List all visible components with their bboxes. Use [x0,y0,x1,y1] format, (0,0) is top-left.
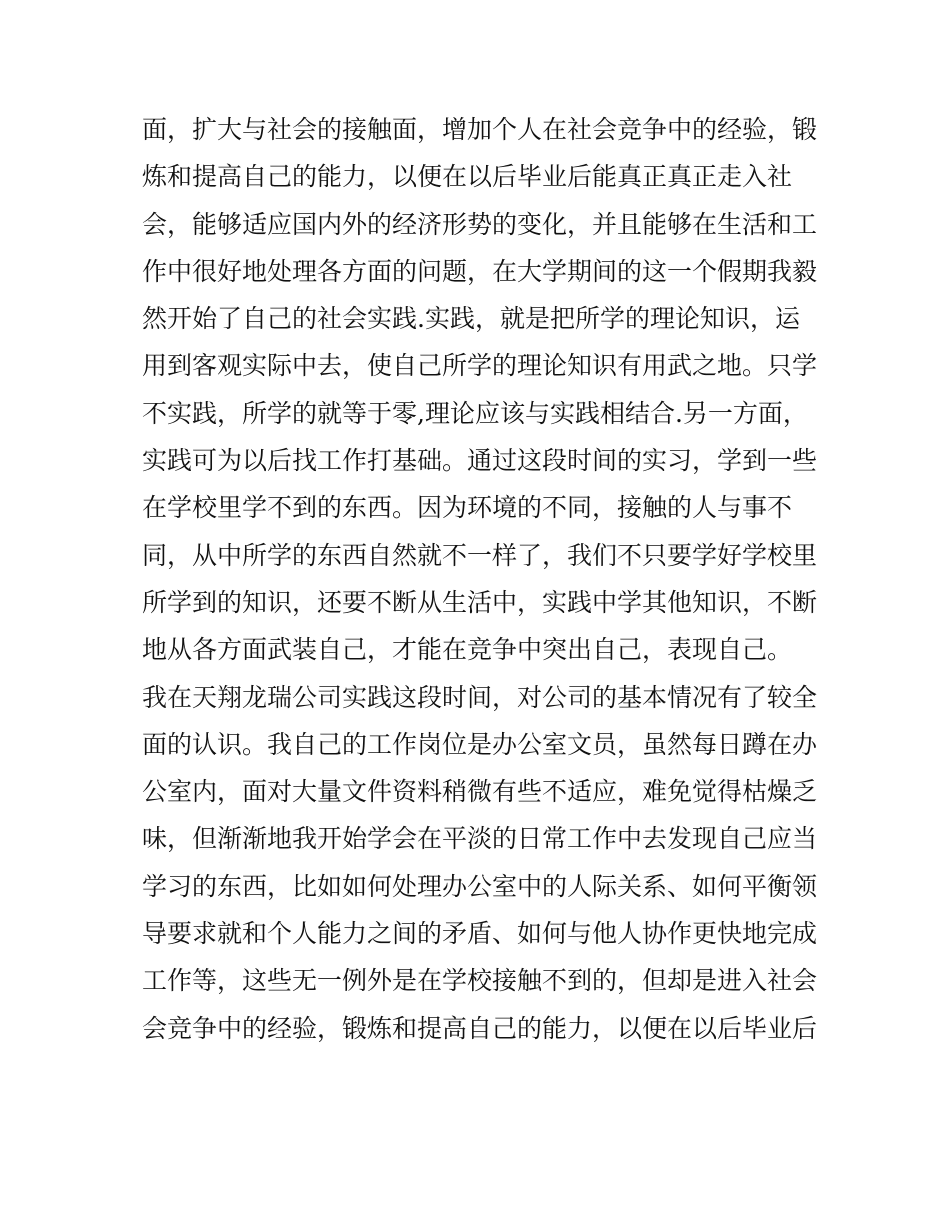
text-line: 实践可为以后找工作打基础。通过这段时间的实习，学到一些 [142,446,818,476]
text-line: 不实践，所学的就等于零,理论应该与实践相结合.另一方面， [142,398,808,428]
text-line: 面的认识。我自己的工作岗位是办公室文员，虽然每日蹲在办 [142,729,818,759]
text-line: 用到客观实际中去，使自己所学的理论知识有用武之地。只学 [142,351,818,381]
text-line: 所学到的知识，还要不断从生活中，实践中学其他知识，不断 [142,587,818,617]
text-line: 作中很好地处理各方面的问题，在大学期间的这一个假期我毅 [142,256,818,286]
text-line: 面，扩大与社会的接触面，增加个人在社会竞争中的经验，锻 [142,115,818,144]
body-text [142,106,842,1052]
text-line: 然开始了自己的社会实践.实践，就是把所学的理论知识，运 [142,304,800,334]
text-line: 公室内，面对大量文件资料稍微有些不适应，难免觉得枯燥乏 [142,777,818,807]
text-line: 炼和提高自己的能力，以便在以后毕业后能真正真正走入社 [142,162,793,192]
text-line: 会，能够适应国内外的经济形势的变化，并且能够在生活和工 [142,209,818,239]
text-line: 同，从中所学的东西自然就不一样了，我们不只要学好学校里 [142,540,818,570]
text-line: 味，但渐渐地我开始学会在平淡的日常工作中去发现自己应当 [142,824,818,854]
text-line: 地从各方面武装自己，才能在竞争中突出自己，表现自己。 [142,635,793,665]
text-line: 我在天翔龙瑞公司实践这段时间，对公司的基本情况有了较全 [142,682,818,712]
text-line: 在学校里学不到的东西。因为环境的不同，接触的人与事不 [142,493,793,523]
text-line: 导要求就和个人能力之间的矛盾、如何与他人协作更快地完成 [142,919,818,949]
text-line: 学习的东西，比如如何处理办公室中的人际关系、如何平衡领 [142,871,818,901]
text-line: 工作等，这些无一例外是在学校接触不到的，但却是进入社会 [142,966,818,996]
text-line: 会竞争中的经验，锻炼和提高自己的能力，以便在以后毕业后 [142,1013,818,1043]
